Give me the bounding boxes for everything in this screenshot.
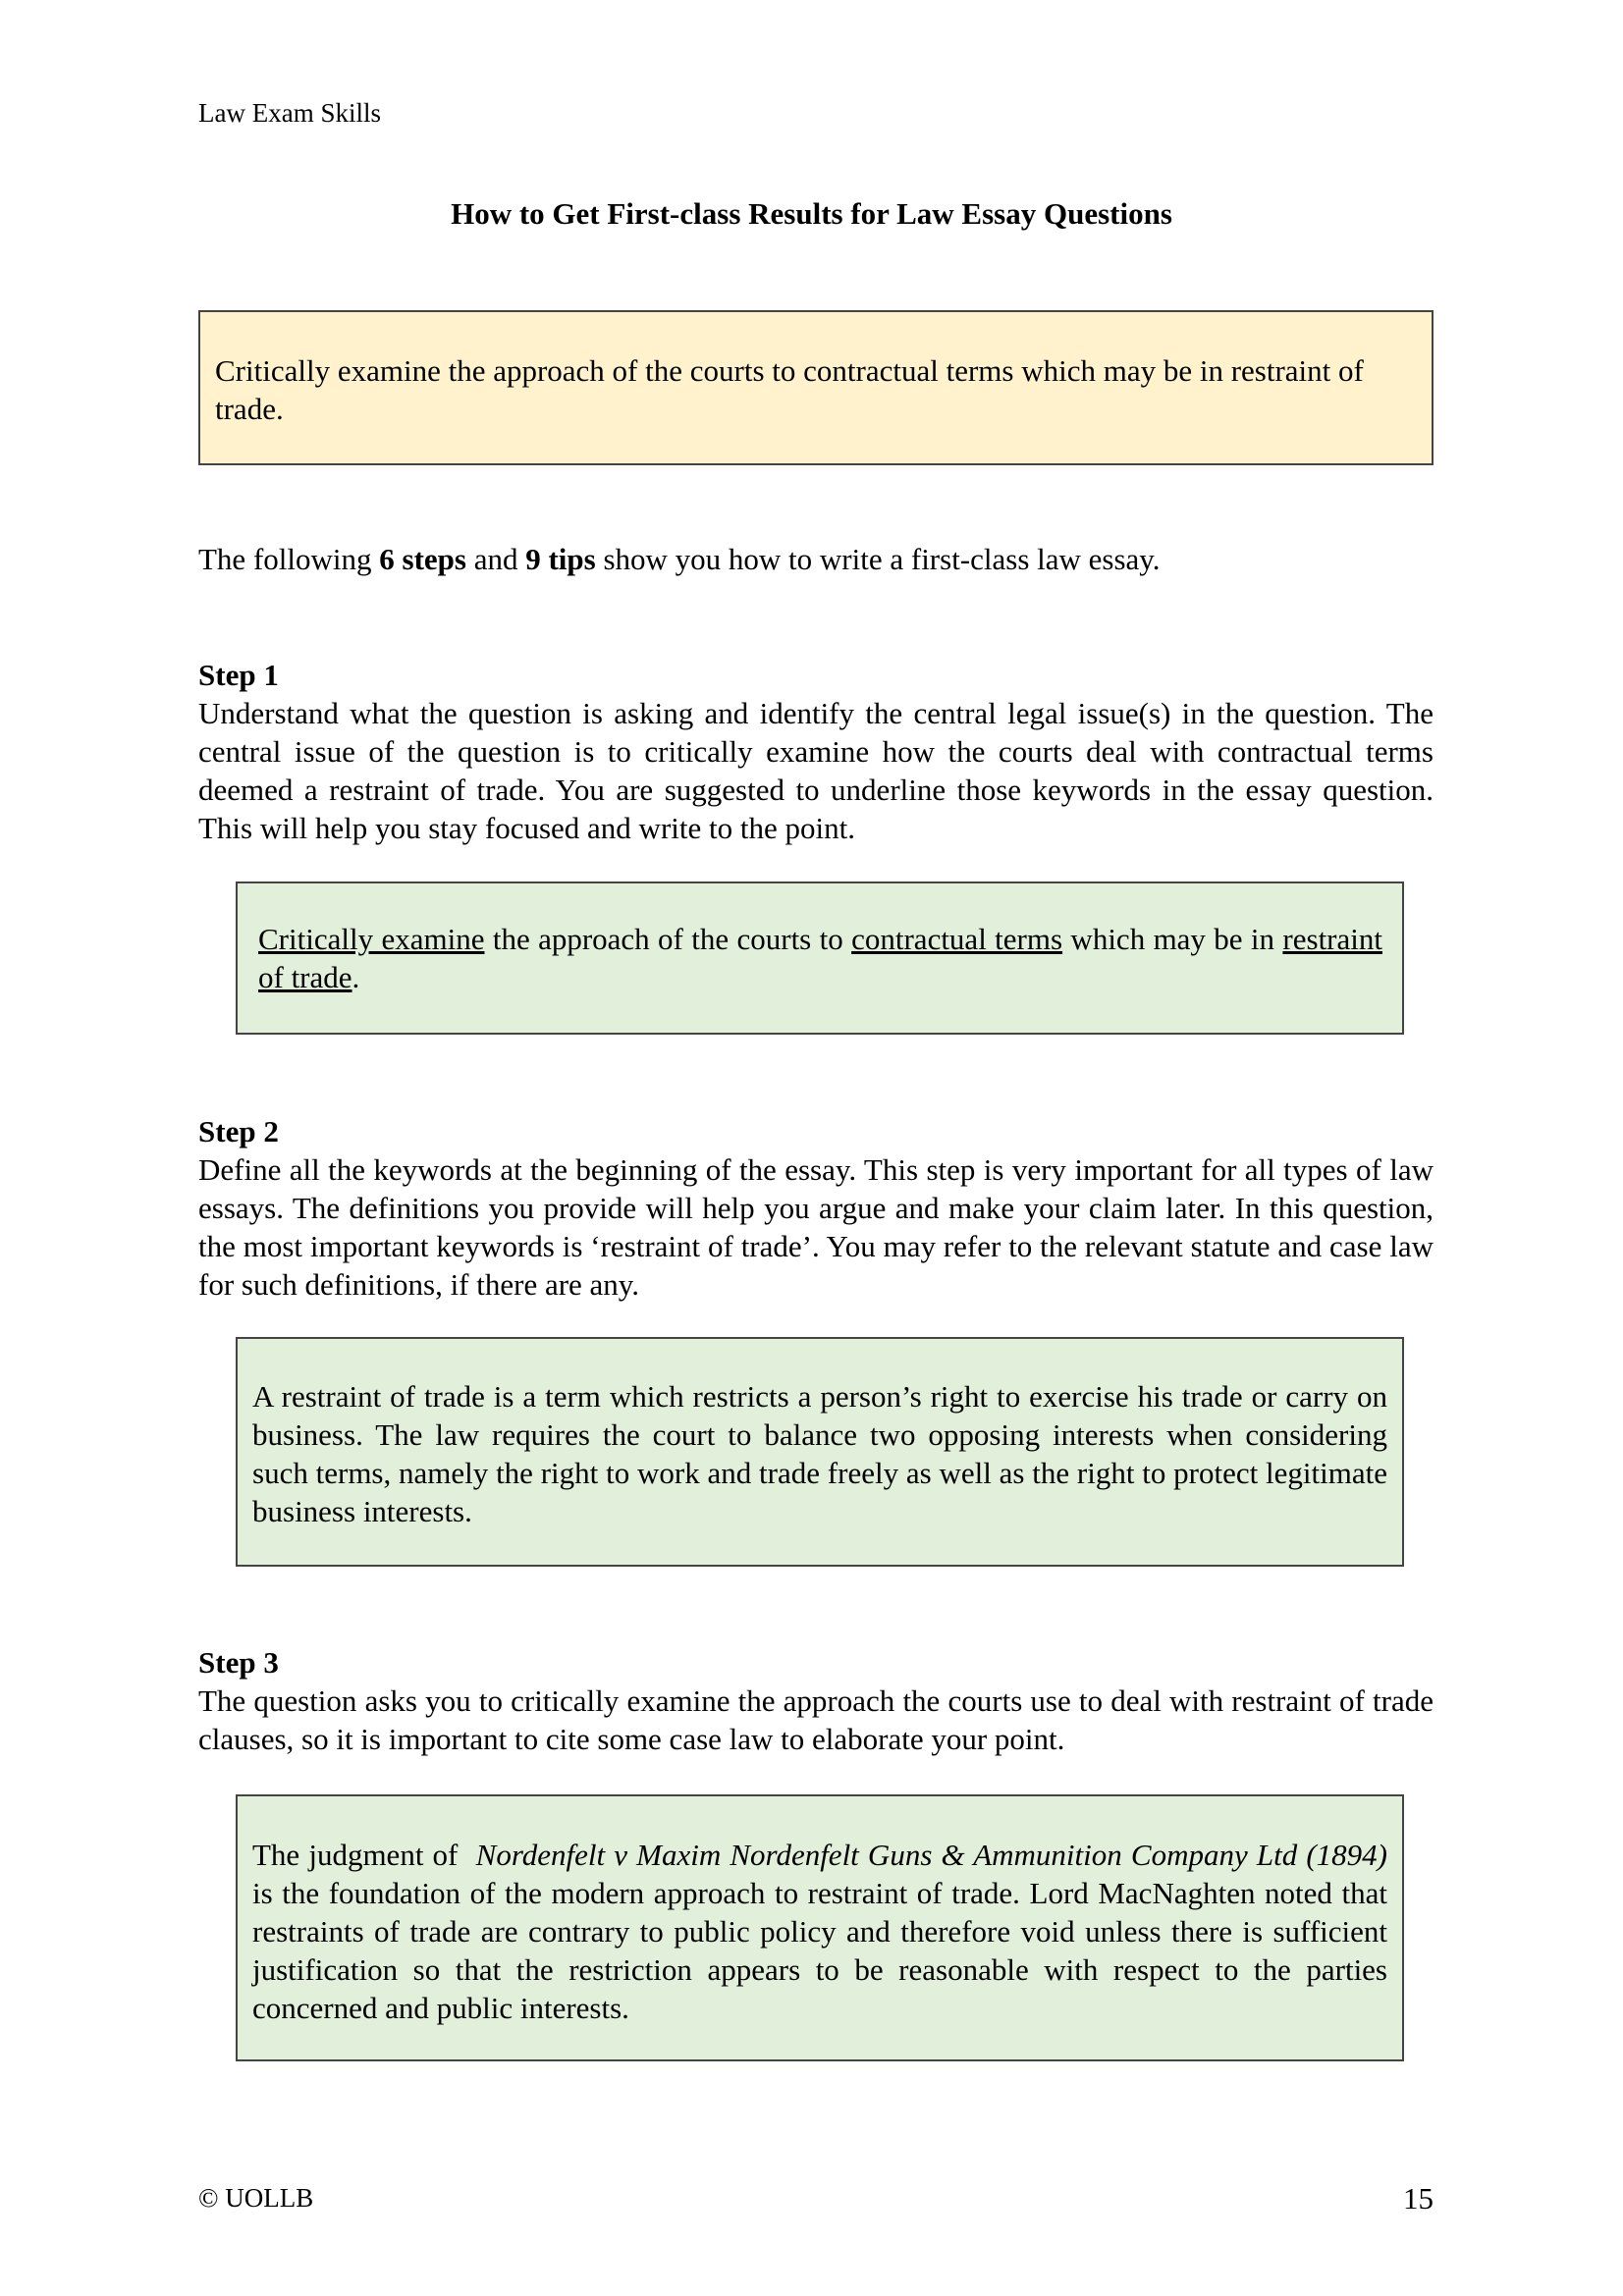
example-text: which may be in: [1062, 922, 1283, 956]
step-heading: Step 2: [198, 1114, 279, 1148]
intro-paragraph: [198, 542, 1161, 577]
step-3-example-box: [236, 1794, 1404, 2061]
underlined-keyword: restraint of trade: [258, 922, 1382, 994]
step-heading: Step 1: [198, 658, 279, 692]
step-heading: Step 3: [198, 1645, 279, 1680]
intro-text: The following: [198, 542, 380, 576]
steps-count: 6 steps: [379, 542, 466, 576]
underlined-keyword: Critically examine: [258, 922, 485, 956]
essay-question-text: Critically examine the approach of the courts to contractual terms which may be in restraint of trade.: [215, 353, 1364, 426]
copyright-footer: © UOLLB: [198, 2183, 314, 2213]
example-text: is the foundation of the modern approach to restraint of trade. Lord MacNaghten noted that restraints of trade are contrary to public policy and therefore void unless there is sufficient justification so that the restriction appears to be reasonable with respect to the parties concerned and public interests.: [252, 1876, 1387, 2025]
example-text: the approach of the courts to: [484, 922, 852, 956]
step-body: The question asks you to critically examine the approach the courts use to deal with restraint of trade clauses, so it is important to cite some case law to elaborate your point.: [198, 1683, 1434, 1756]
example-text: .: [352, 960, 360, 994]
step-1-example-box: [236, 881, 1404, 1035]
step-3: [198, 1643, 1434, 1758]
step-1: [198, 656, 1434, 847]
case-citation: Nordenfelt v Maxim Nordenfelt Guns & Ammunition Company Ltd (1894): [475, 1838, 1387, 1872]
example-text: The judgment of: [252, 1838, 476, 1872]
definition-text: A restraint of trade is a term which restricts a person’s right to exercise his trade or carry on business. The law requires the court to balance two opposing interests when considering such terms, namely the right to work and trade freely as well as the right to protect legitimate business interests.: [252, 1379, 1387, 1528]
running-header: Law Exam Skills: [198, 98, 381, 128]
step-body: Understand what the question is asking and identify the central legal issue(s) in the question. The central issue of the question is to critically examine how the courts deal with contractual terms deemed a restraint of trade. You are suggested to underline those keywords in the essay question. This will help you stay focused and write to the point.: [198, 696, 1434, 845]
tips-count: 9 tips: [525, 542, 596, 576]
step-2: [198, 1112, 1434, 1304]
intro-text: show you how to write a first-class law essay.: [595, 542, 1161, 576]
underlined-keyword: contractual terms: [851, 922, 1063, 956]
page-title: How to Get First-class Results for Law Essay Questions: [451, 196, 1172, 231]
essay-question-box: [198, 310, 1434, 465]
page-number: 15: [1403, 2181, 1434, 2216]
step-2-example-box: [236, 1337, 1404, 1567]
step-body: Define all the keywords at the beginning of the essay. This step is very important for all types of law essays. The definitions you provide will help you argue and make your claim later. In this question, the most important keywords is ‘restraint of trade’. You may refer to the relevant statute and case law for such definitions, if there are any.: [198, 1152, 1434, 1302]
intro-text: and: [465, 542, 526, 576]
